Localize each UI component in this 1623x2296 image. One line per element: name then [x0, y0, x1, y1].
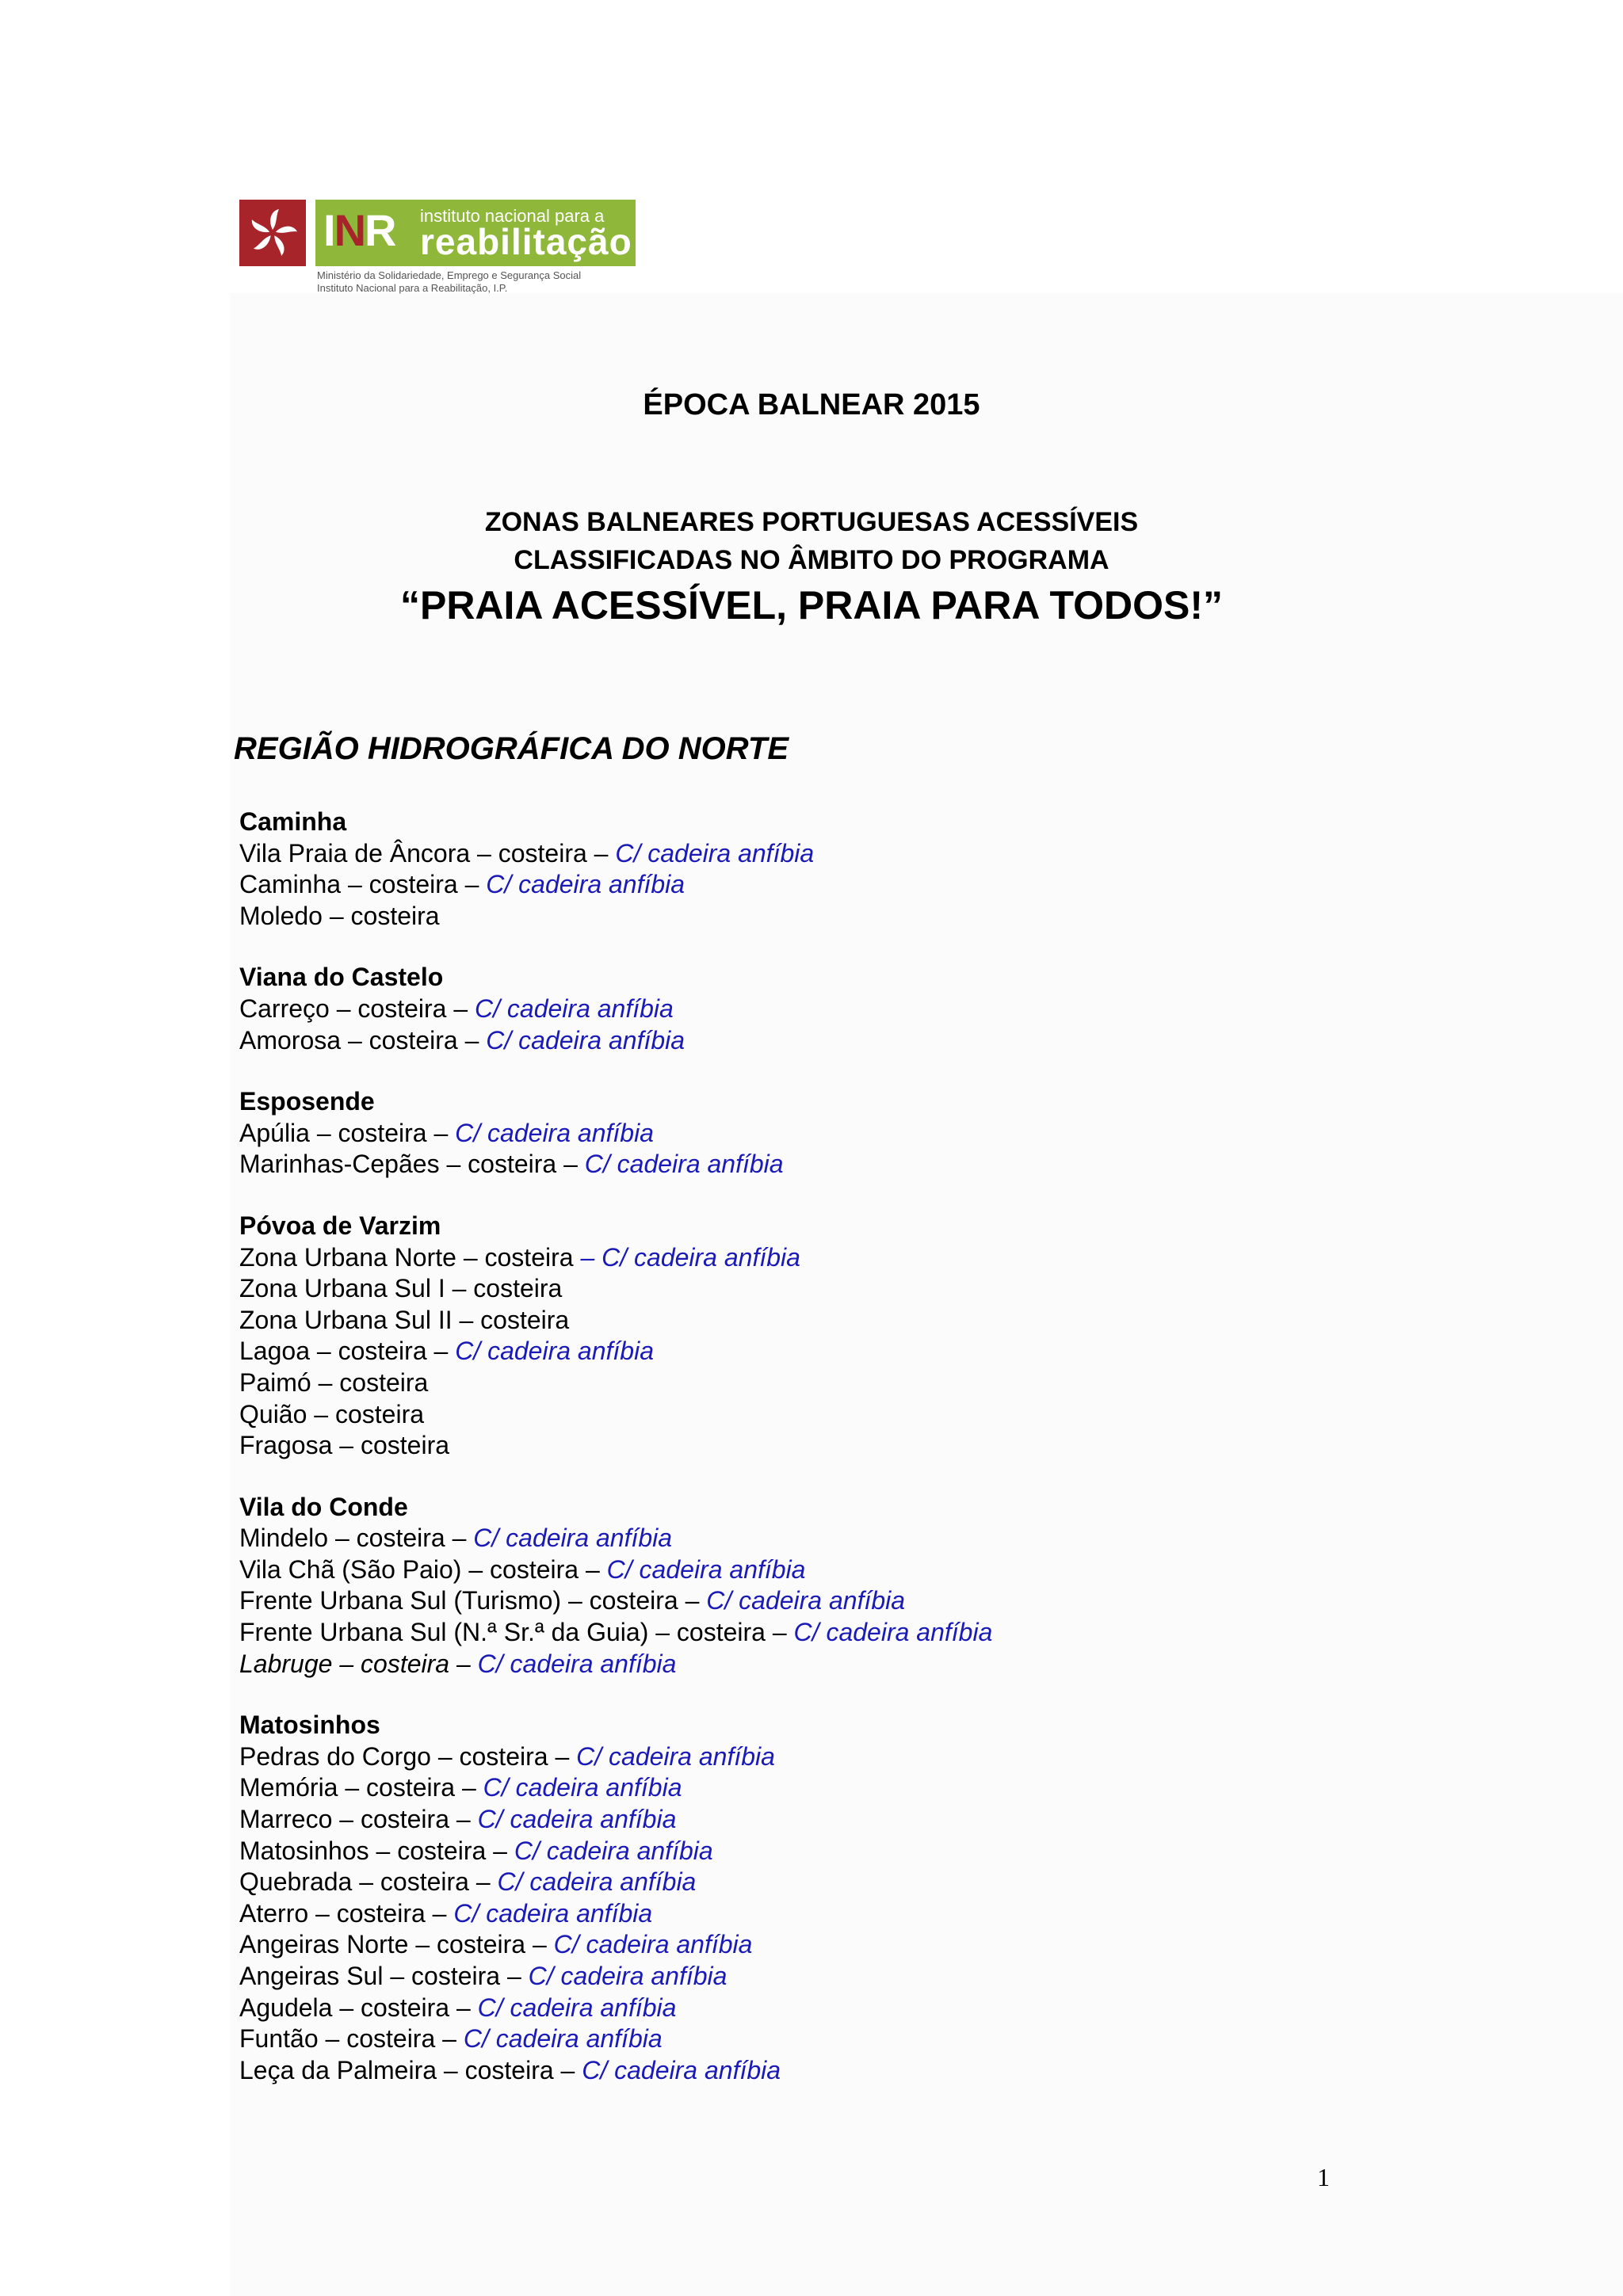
program-name: “PRAIA ACESSÍVEL, PRAIA PARA TODOS!” — [399, 583, 1224, 627]
logo-ministry: Ministério da Solidariedade, Emprego e Segurança Social — [317, 269, 582, 281]
beach-name: Agudela – costeira – — [239, 1993, 478, 2022]
beach-entry — [239, 1898, 1428, 1930]
beach-name: Marinhas-Cepães – costeira – — [239, 1150, 585, 1179]
beach-entry — [239, 869, 1428, 901]
beach-entry — [239, 1430, 1428, 1462]
amphibious-chair-note: C/ cadeira anfíbia — [553, 1930, 753, 1959]
beach-entry — [239, 838, 1428, 870]
municipality-heading: Caminha — [239, 807, 347, 836]
amphibious-chair-note: C/ cadeira anfíbia — [497, 1867, 697, 1897]
logo-name: reabilitação — [420, 221, 632, 262]
municipality-heading: Póvoa de Varzim — [239, 1211, 441, 1240]
beach-name: Quião – costeira — [239, 1399, 425, 1428]
beach-name: Angeiras Norte – costeira – — [239, 1930, 554, 1959]
amphibious-chair-note: – C/ cadeira anfíbia — [580, 1242, 800, 1272]
amphibious-chair-note: C/ cadeira anfíbia — [463, 2024, 663, 2054]
beach-name: Caminha – costeira – — [239, 870, 487, 899]
municipality-heading: Vila do Conde — [239, 1492, 408, 1521]
subtitle-line-2: CLASSIFICADAS NO ÂMBITO DO PROGRAMA — [514, 545, 1109, 575]
region-heading: REGIÃO HIDROGRÁFICA DO NORTE — [234, 731, 789, 766]
beach-name: Apúlia – costeira – — [239, 1118, 456, 1147]
beach-name: Aterro – costeira – — [239, 1898, 454, 1928]
page-title: ÉPOCA BALNEAR 2015 — [643, 388, 980, 421]
beach-entry — [239, 1273, 1428, 1305]
amphibious-chair-note: C/ cadeira anfíbia — [576, 1741, 775, 1771]
beach-entry — [239, 1118, 1428, 1150]
beach-entry — [239, 1242, 1428, 1274]
beach-name: Zona Urbana Sul I – costeira — [239, 1274, 563, 1303]
logo-institute: Instituto Nacional para a Reabilitação, I.P. — [317, 282, 508, 294]
beach-name: Mindelo – costeira – — [239, 1524, 474, 1553]
amphibious-chair-note: C/ cadeira anfíbia — [606, 1554, 806, 1584]
amphibious-chair-note: C/ cadeira anfíbia — [486, 870, 685, 899]
municipality-group — [239, 1492, 1428, 1680]
beach-entry — [239, 1367, 1428, 1399]
beach-name: Frente Urbana Sul (Turismo) – costeira – — [239, 1586, 707, 1615]
beach-entry — [239, 1741, 1428, 1773]
beach-name: Zona Urbana Sul II – costeira — [239, 1305, 570, 1334]
municipality-group — [239, 807, 1428, 932]
beach-entry — [239, 1399, 1428, 1431]
municipality-group — [239, 962, 1428, 1056]
beach-entry — [239, 994, 1428, 1025]
amphibious-chair-note: C/ cadeira anfíbia — [793, 1618, 993, 1647]
beach-entry — [239, 1149, 1428, 1180]
amphibious-chair-note: C/ cadeira anfíbia — [486, 1025, 685, 1055]
amphibious-chair-note: C/ cadeira anfíbia — [477, 1649, 677, 1678]
municipality-group — [239, 1086, 1428, 1180]
beach-name: Vila Chã (São Paio) – costeira – — [239, 1554, 607, 1584]
logo-banner — [315, 200, 636, 266]
beach-entry — [239, 2023, 1428, 2055]
amphibious-chair-note: C/ cadeira anfíbia — [453, 1898, 653, 1928]
municipality-heading: Viana do Castelo — [239, 963, 444, 992]
beach-entry — [239, 1025, 1428, 1057]
amphibious-chair-note: C/ cadeira anfíbia — [584, 1150, 784, 1179]
pinwheel-logo-icon — [239, 200, 306, 266]
beach-entry — [239, 1961, 1428, 1993]
beach-entry — [239, 1554, 1428, 1586]
beach-name: Leça da Palmeira – costeira – — [239, 2055, 582, 2084]
subtitle-line-1: ZONAS BALNEARES PORTUGUESAS ACESSÍVEIS — [484, 507, 1139, 537]
beach-entry — [239, 1804, 1428, 1836]
beach-entry — [239, 1867, 1428, 1898]
beach-name: Matosinhos – costeira – — [239, 1836, 514, 1865]
beach-name: Moledo – costeira — [239, 901, 440, 930]
beach-name: Angeiras Sul – costeira – — [239, 1962, 529, 1990]
beach-name: Labruge – costeira – — [239, 1649, 478, 1678]
municipality-group — [239, 1211, 1428, 1462]
amphibious-chair-note: C/ cadeira anfíbia — [706, 1586, 906, 1615]
beach-name: Fragosa – costeira — [239, 1431, 450, 1460]
beach-entry — [239, 2055, 1428, 2087]
beach-name: Frente Urbana Sul (N.ª Sr.ª da Guia) – costeira – — [239, 1618, 794, 1647]
beach-entry — [239, 1772, 1428, 1804]
logo-tagline: instituto nacional para a — [420, 206, 605, 226]
beach-entry — [239, 1305, 1428, 1337]
beach-name: Quebrada – costeira – — [239, 1867, 498, 1897]
beach-entry — [239, 1993, 1428, 2024]
page-number: 1 — [1317, 2163, 1330, 2191]
beach-name: Zona Urbana Norte – costeira — [239, 1242, 581, 1272]
beach-name: Pedras do Corgo – costeira – — [239, 1741, 577, 1771]
beach-name: Paimó – costeira — [239, 1367, 429, 1397]
amphibious-chair-note: C/ cadeira anfíbia — [477, 1993, 677, 2022]
beach-name: Lagoa – costeira – — [239, 1337, 456, 1366]
municipality-group — [239, 1710, 1428, 2086]
municipality-heading: Matosinhos — [239, 1711, 380, 1740]
amphibious-chair-note: C/ cadeira anfíbia — [473, 1524, 673, 1553]
municipality-heading: Esposende — [239, 1087, 375, 1116]
beach-name: Carreço – costeira – — [239, 994, 475, 1023]
amphibious-chair-note: C/ cadeira anfíbia — [615, 838, 815, 868]
beach-name: Vila Praia de Âncora – costeira – — [239, 838, 616, 868]
beach-name: Amorosa – costeira – — [239, 1025, 487, 1055]
beach-entry — [239, 1523, 1428, 1554]
beach-entry — [239, 1836, 1428, 1867]
amphibious-chair-note: C/ cadeira anfíbia — [475, 994, 674, 1023]
beach-name: Marreco – costeira – — [239, 1805, 478, 1834]
amphibious-chair-note: C/ cadeira anfíbia — [455, 1118, 654, 1147]
beach-name: Memória – costeira – — [239, 1773, 483, 1802]
amphibious-chair-note: C/ cadeira anfíbia — [455, 1337, 654, 1366]
inr-logo — [239, 200, 636, 299]
beach-entry — [239, 901, 1428, 933]
beach-entry — [239, 1617, 1428, 1649]
beach-entry — [239, 1649, 1428, 1680]
amphibious-chair-note: C/ cadeira anfíbia — [514, 1836, 713, 1865]
amphibious-chair-note: C/ cadeira anfíbia — [528, 1962, 727, 1990]
beach-lists — [239, 807, 1428, 2116]
amphibious-chair-note: C/ cadeira anfíbia — [483, 1773, 682, 1802]
logo-wordmark: INR — [323, 205, 395, 255]
amphibious-chair-note: C/ cadeira anfíbia — [582, 2055, 781, 2084]
beach-entry — [239, 1585, 1428, 1617]
beach-entry — [239, 1336, 1428, 1367]
beach-entry — [239, 1929, 1428, 1961]
amphibious-chair-note: C/ cadeira anfíbia — [477, 1805, 677, 1834]
beach-name: Funtão – costeira – — [239, 2024, 464, 2054]
